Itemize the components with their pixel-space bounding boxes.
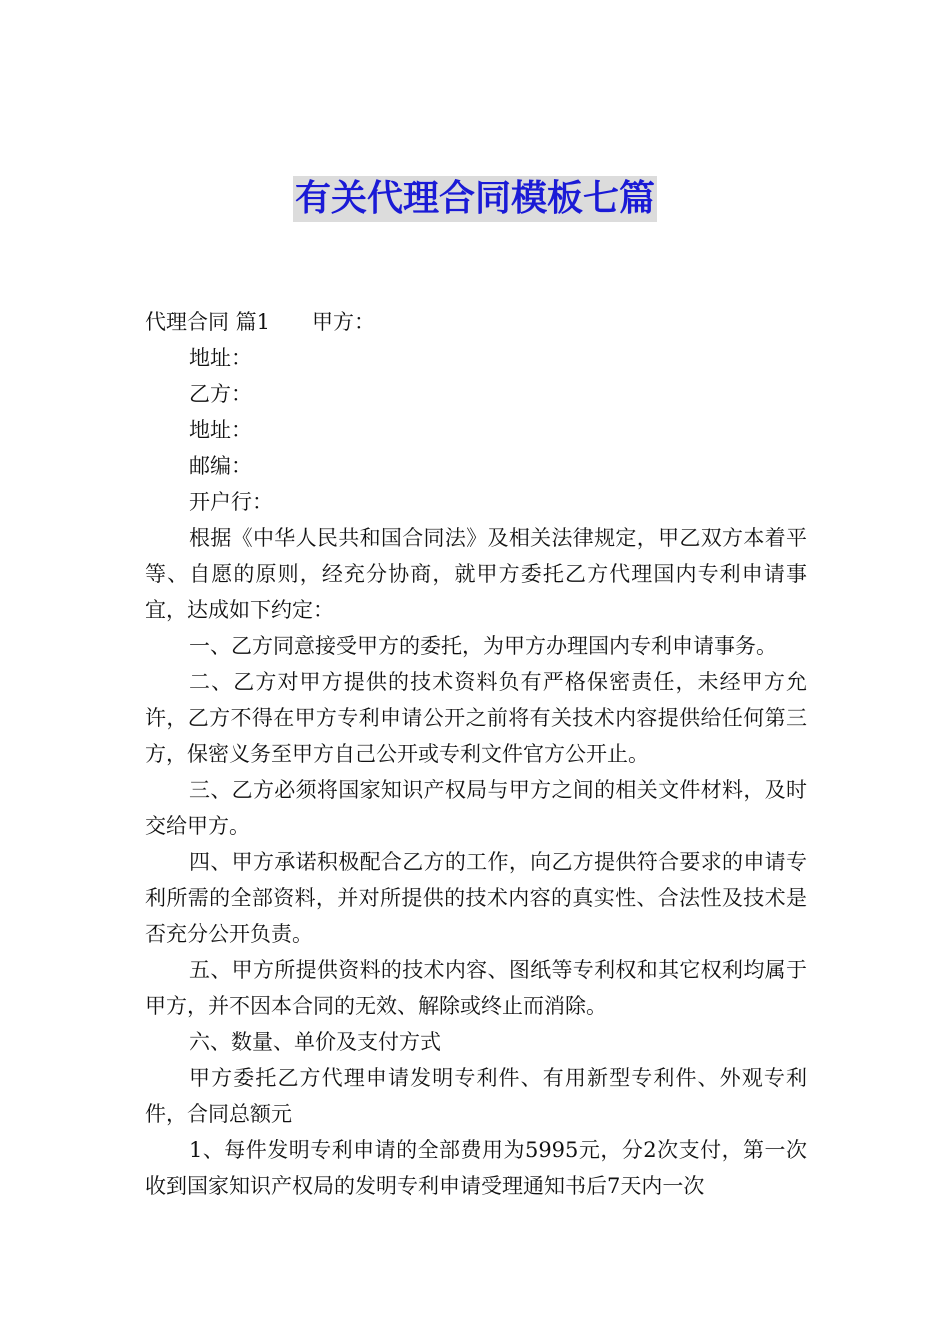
party-a-label: 甲方： (312, 310, 376, 334)
paragraph-payment-1: 1、每件发明专利申请的全部费用为5995元，分2次支付，第一次收到国家知识产权局的发明专利申请受理通知书后7天内一次 (145, 1138, 807, 1198)
paragraph-clause-6: 六、数量、单价及支付方式 (189, 1030, 441, 1054)
paragraph-clause-4: 四、甲方承诺积极配合乙方的工作，向乙方提供符合要求的申请专利所需的全部资料，并对所提供的技术内容的真实性、合法性及技术是否充分公开负责。 (145, 850, 807, 946)
paragraph-clause-1: 一、乙方同意接受甲方的委托，为甲方办理国内专利申请事务。 (189, 634, 777, 658)
paragraph-quantity: 甲方委托乙方代理申请发明专利件、有用新型专利件、外观专利件，合同总额元 (145, 1066, 807, 1126)
title-area (0, 176, 950, 222)
paragraph-clause-5: 五、甲方所提供资料的技术内容、图纸等专利权和其它权利均属于甲方，并不因本合同的无效、解除或终止而消除。 (145, 958, 807, 1018)
paragraph-clause-3: 三、乙方必须将国家知识产权局与甲方之间的相关文件材料，及时交给甲方。 (145, 778, 807, 838)
field-address-a: 地址： (189, 346, 252, 370)
section-heading: 代理合同 篇1 (145, 310, 271, 334)
paragraph-preamble: 根据《中华人民共和国合同法》及相关法律规定，甲乙双方本着平等、自愿的原则，经充分协商，就甲方委托乙方代理国内专利申请事宜，达成如下约定： (145, 526, 807, 622)
paragraph-clause-2: 二、乙方对甲方提供的技术资料负有严格保密责任，未经甲方允许，乙方不得在甲方专利申请公开之前将有关技术内容提供给任何第三方，保密义务至甲方自己公开或专利文件官方公开止。 (145, 670, 807, 766)
section-heading-line (145, 304, 807, 340)
document-body (145, 304, 807, 1204)
field-address-b: 地址： (189, 418, 252, 442)
field-postcode: 邮编： (189, 454, 252, 478)
document-title: 有关代理合同模板七篇 (293, 176, 657, 222)
field-party-b: 乙方： (189, 382, 252, 406)
field-bank: 开户行： (189, 490, 273, 514)
